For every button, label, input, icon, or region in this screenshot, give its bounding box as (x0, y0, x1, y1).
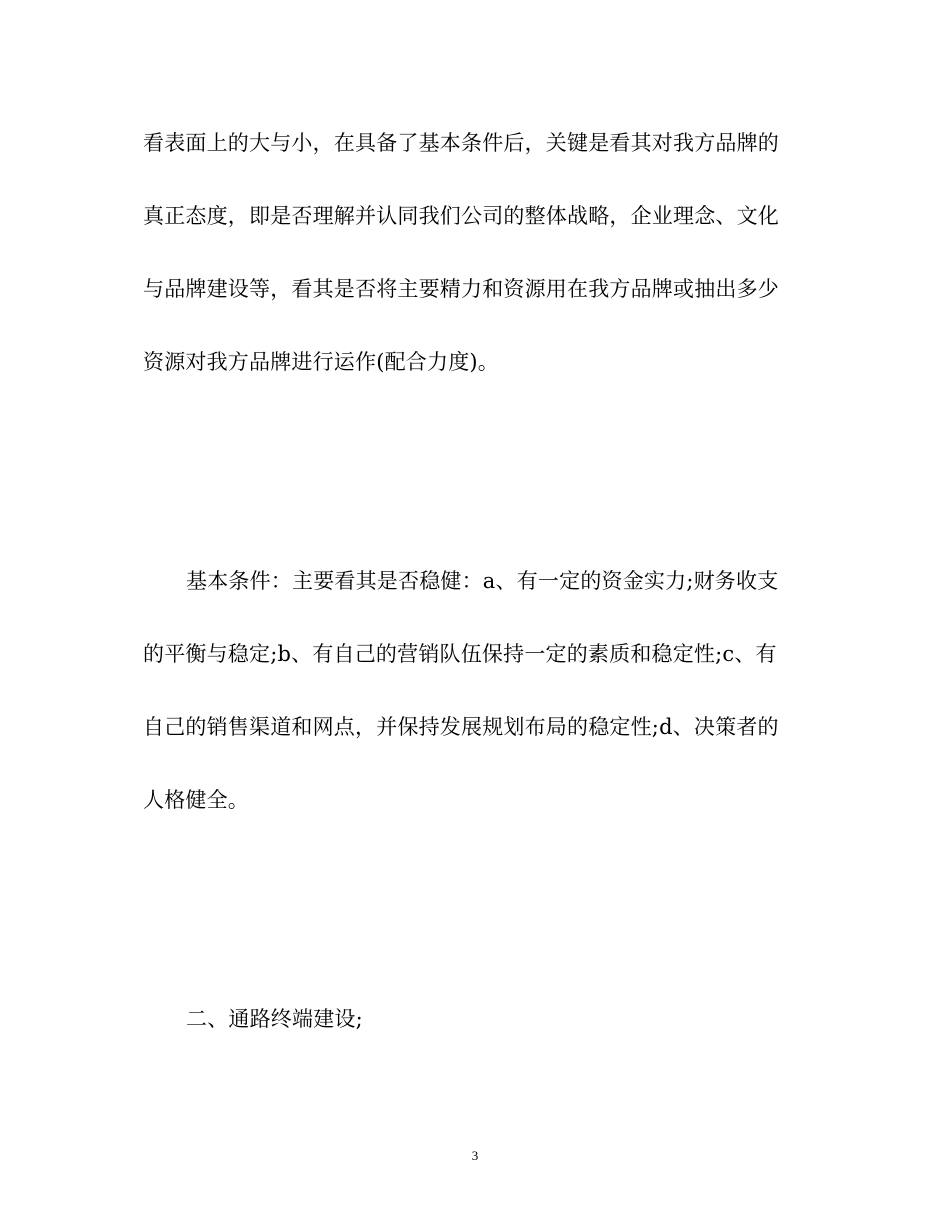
text-line: 自己的销售渠道和网点，并保持发展规划布局的稳定性;d、决策者的 (143, 715, 779, 739)
text-line: 人格健全。 (143, 788, 249, 812)
text-line: 真正态度，即是否理解并认同我们公司的整体战略，企业理念、文化 (143, 204, 779, 228)
section-heading: 二、通路终端建设; (186, 1007, 363, 1031)
text-line: 资源对我方品牌进行运作(配合力度)。 (143, 350, 499, 374)
text-line: 与品牌建设等，看其是否将主要精力和资源用在我方品牌或抽出多少 (143, 277, 779, 301)
text-line: 看表面上的大与小，在具备了基本条件后，关键是看其对我方品牌的 (143, 131, 779, 155)
text-line: 基本条件：主要看其是否稳健：a、有一定的资金实力;财务收支 (186, 569, 779, 593)
page-number: 3 (471, 1148, 479, 1163)
text-line: 的平衡与稳定;b、有自己的营销队伍保持一定的素质和稳定性;c、有 (143, 642, 777, 666)
